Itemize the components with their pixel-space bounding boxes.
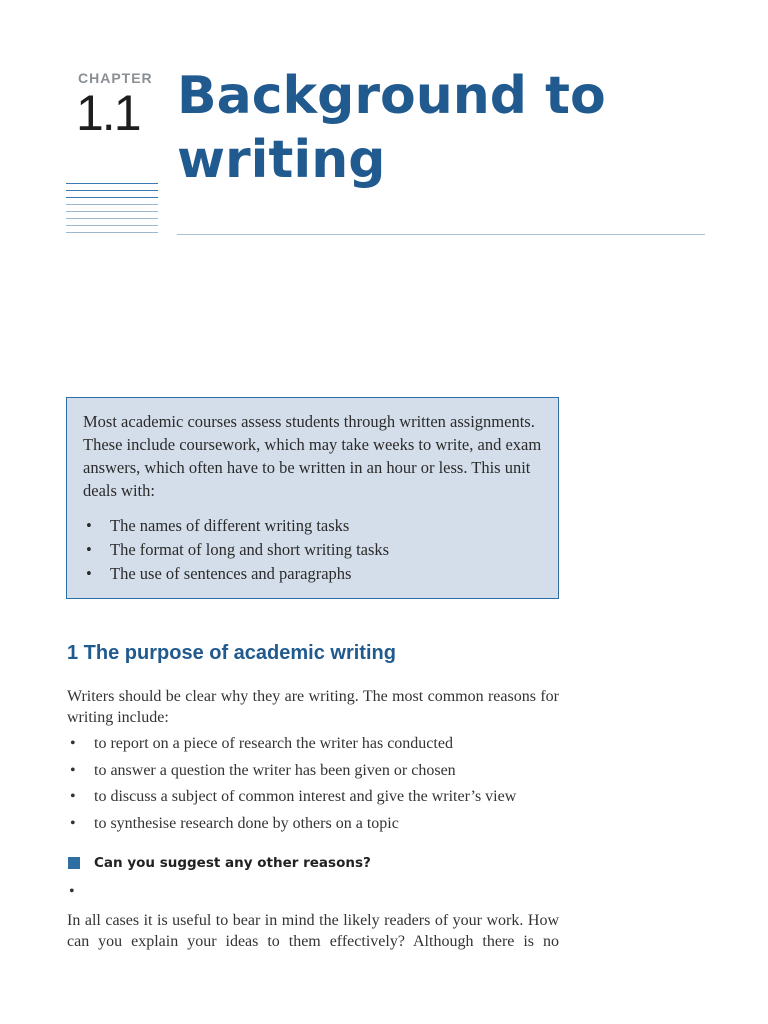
- chapter-decorative-lines: [66, 183, 158, 239]
- chapter-label: CHAPTER: [78, 70, 153, 86]
- intro-bullet-list: [83, 514, 543, 586]
- intro-bullet-item: • The names of different writing tasks: [83, 514, 543, 538]
- section-paragraph: Writers should be clear why they are writing. The most common reasons for writing include:: [67, 688, 559, 726]
- reason-item: • to discuss a subject of common interest and give the writer’s view: [67, 786, 559, 807]
- task-square-icon: [68, 857, 80, 869]
- intro-text: Most academic courses assess students through written assignments. These include coursework, which may take weeks to write, and exam answers, which often have to be written in an hour or less. This unit deals with:: [83, 412, 542, 500]
- page-title: Background to writing: [177, 66, 606, 190]
- reason-item: • to report on a piece of research the writer has conducted: [67, 733, 559, 754]
- intro-bullet-item: • The use of sentences and paragraphs: [83, 562, 543, 586]
- task-text: Can you suggest any other reasons?: [94, 855, 371, 871]
- reason-item: • to answer a question the writer has been given or chosen: [67, 760, 559, 781]
- section-paragraph-2: In all cases it is useful to bear in mind the likely readers of your work. How can you explain your ideas to them effectively? Although there is no: [67, 912, 559, 950]
- reasons-list: [67, 733, 559, 839]
- title-divider: [177, 234, 705, 235]
- reason-item: • to synthesise research done by others on a topic: [67, 813, 559, 834]
- intro-box: [66, 397, 559, 599]
- intro-bullet-item: • The format of long and short writing tasks: [83, 538, 543, 562]
- answer-bullet: •: [69, 883, 75, 900]
- task-prompt: [68, 855, 371, 871]
- section-heading: 1 The purpose of academic writing: [67, 642, 396, 664]
- chapter-number: 1.1: [76, 85, 140, 141]
